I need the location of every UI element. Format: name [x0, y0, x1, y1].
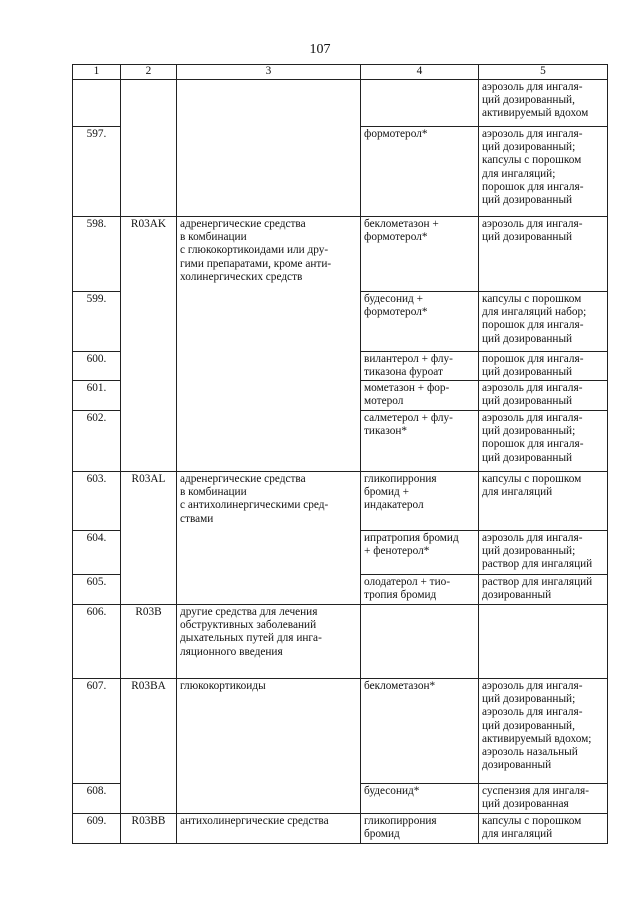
- drug-name: мометазон + фор- мотерол: [361, 381, 479, 411]
- row-number: 597.: [73, 127, 121, 217]
- row-number: 598.: [73, 217, 121, 292]
- atc-code: R03AK: [121, 217, 177, 472]
- dosage-form: аэрозоль для ингаля- ций дозированный; раствор для ингаляций: [479, 531, 608, 575]
- table-row: [73, 814, 608, 844]
- col-header-2: 2: [121, 65, 177, 80]
- dosage-form: аэрозоль для ингаля- ций дозированный; аэрозоль для ингаля- ций дозированный, активируемый вдохом; аэрозоль назальный дозированный: [479, 679, 608, 784]
- row-number: 603.: [73, 472, 121, 531]
- row-number: 599.: [73, 292, 121, 352]
- row-number: [73, 80, 121, 127]
- col-header-4: 4: [361, 65, 479, 80]
- dosage-form: [479, 605, 608, 679]
- dosage-form: капсулы с порошком для ингаляций набор; порошок для ингаля- ций дозированный: [479, 292, 608, 352]
- group-name: [177, 80, 361, 217]
- row-number: 600.: [73, 352, 121, 381]
- dosage-form: аэрозоль для ингаля- ций дозированный; капсулы с порошком для ингаляций; порошок для ингаля- ций дозированный: [479, 127, 608, 217]
- table-row: [73, 80, 608, 127]
- atc-code: R03BB: [121, 814, 177, 844]
- drug-name: олодатерол + тио- тропия бромид: [361, 575, 479, 605]
- drug-name: формотерол*: [361, 127, 479, 217]
- dosage-form: аэрозоль для ингаля- ций дозированный: [479, 381, 608, 411]
- header-row: [73, 65, 608, 80]
- dosage-form: капсулы с порошком для ингаляций: [479, 814, 608, 844]
- atc-code: R03BA: [121, 679, 177, 814]
- group-name: другие средства для лечения обструктивных заболеваний дыхательных путей для инга- ляционного введения: [177, 605, 361, 679]
- dosage-form: аэрозоль для ингаля- ций дозированный: [479, 217, 608, 292]
- atc-code: R03B: [121, 605, 177, 679]
- table-row: [73, 217, 608, 292]
- row-number: 604.: [73, 531, 121, 575]
- group-name: адренергические средства в комбинации с глюкокортикоидами или дру- гими препаратами, кроме анти- холинергических средств: [177, 217, 361, 472]
- group-name: антихолинергические средства: [177, 814, 361, 844]
- drug-list-table: [72, 64, 608, 844]
- drug-name: [361, 80, 479, 127]
- row-number: 608.: [73, 784, 121, 814]
- drug-name: гликопиррония бромид + индакатерол: [361, 472, 479, 531]
- col-header-1: 1: [73, 65, 121, 80]
- table-row: [73, 472, 608, 531]
- drug-name: беклометазон + формотерол*: [361, 217, 479, 292]
- row-number: 602.: [73, 411, 121, 472]
- dosage-form: аэрозоль для ингаля- ций дозированный; порошок для ингаля- ций дозированный: [479, 411, 608, 472]
- drug-name: беклометазон*: [361, 679, 479, 784]
- drug-name: [361, 605, 479, 679]
- row-number: 605.: [73, 575, 121, 605]
- atc-code: [121, 80, 177, 217]
- drug-name: салметерол + флу- тиказон*: [361, 411, 479, 472]
- col-header-5: 5: [479, 65, 608, 80]
- drug-name: вилантерол + флу- тиказона фуроат: [361, 352, 479, 381]
- row-number: 607.: [73, 679, 121, 784]
- drug-name: будесонид + формотерол*: [361, 292, 479, 352]
- group-name: адренергические средства в комбинации с антихолинергическими сред- ствами: [177, 472, 361, 605]
- page-number: 107: [309, 42, 331, 57]
- dosage-form: капсулы с порошком для ингаляций: [479, 472, 608, 531]
- drug-name: гликопиррония бромид: [361, 814, 479, 844]
- col-header-3: 3: [177, 65, 361, 80]
- row-number: 601.: [73, 381, 121, 411]
- row-number: 609.: [73, 814, 121, 844]
- group-name: глюкокортикоиды: [177, 679, 361, 814]
- table-row: [73, 679, 608, 784]
- table-row: [73, 605, 608, 679]
- dosage-form: порошок для ингаля- ций дозированный: [479, 352, 608, 381]
- drug-name: ипратропия бромид + фенотерол*: [361, 531, 479, 575]
- dosage-form: раствор для ингаляций дозированный: [479, 575, 608, 605]
- dosage-form: аэрозоль для ингаля- ций дозированный, активируемый вдохом: [479, 80, 608, 127]
- drug-name: будесонид*: [361, 784, 479, 814]
- atc-code: R03AL: [121, 472, 177, 605]
- dosage-form: суспензия для ингаля- ций дозированная: [479, 784, 608, 814]
- row-number: 606.: [73, 605, 121, 679]
